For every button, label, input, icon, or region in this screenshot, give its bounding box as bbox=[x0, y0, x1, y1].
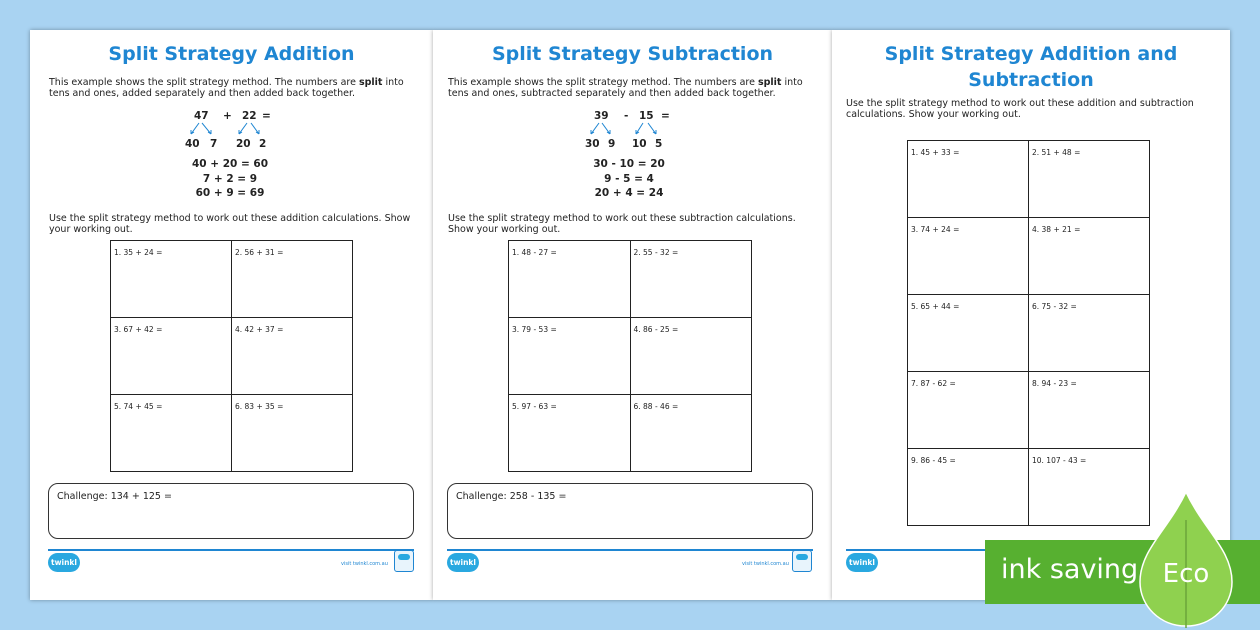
example-number-b: 22 bbox=[242, 110, 257, 122]
question-cell: 4. 42 + 37 = bbox=[232, 318, 353, 395]
instruction-text: Use the split strategy method to work out these addition and subtraction calculations. Show your working out. bbox=[846, 98, 1194, 120]
page-title: Split Strategy Addition bbox=[108, 43, 355, 65]
question-cell: 4. 38 + 21 = bbox=[1029, 218, 1150, 295]
question-cell: 1. 48 - 27 = bbox=[509, 241, 631, 318]
question-cell: 8. 94 - 23 = bbox=[1029, 372, 1150, 449]
split-example bbox=[585, 110, 705, 155]
challenge-box bbox=[447, 483, 813, 539]
question-cell: 5. 74 + 45 = bbox=[111, 395, 232, 472]
step-line: 20 + 4 = 24 bbox=[594, 187, 664, 199]
visit-link: visit twinkl.com.au bbox=[341, 561, 388, 567]
footer-divider bbox=[846, 549, 996, 551]
footer-divider bbox=[48, 549, 414, 551]
challenge-text: Challenge: 258 - 135 = bbox=[456, 491, 567, 502]
instruction-text: Use the split strategy method to work out these addition calculations. Show your working out. bbox=[49, 213, 411, 235]
question-cell: 4. 86 - 25 = bbox=[630, 318, 752, 395]
example-a-ones: 7 bbox=[210, 138, 218, 150]
question-cell: 10. 107 - 43 = bbox=[1029, 449, 1150, 526]
example-b-tens: 20 bbox=[236, 138, 251, 150]
twinkl-logo: twinkl bbox=[447, 553, 479, 572]
example-b-ones: 2 bbox=[259, 138, 267, 150]
example-steps bbox=[130, 157, 330, 201]
eco-leaf-icon bbox=[1138, 490, 1260, 630]
question-cell: 6. 75 - 32 = bbox=[1029, 295, 1150, 372]
intro-suffix: into tens and ones, subtracted separately and then added back together. bbox=[448, 77, 803, 99]
intro-text bbox=[49, 77, 419, 99]
worksheet-addition bbox=[30, 30, 433, 600]
intro-bold: split bbox=[757, 77, 782, 88]
question-cell: 1. 45 + 33 = bbox=[908, 141, 1029, 218]
challenge-box bbox=[48, 483, 414, 539]
visit-link: visit twinkl.com.au bbox=[742, 561, 789, 567]
question-cell: 5. 97 - 63 = bbox=[509, 395, 631, 472]
question-cell: 2. 51 + 48 = bbox=[1029, 141, 1150, 218]
ink-saving-text: ink saving bbox=[1001, 554, 1139, 585]
question-cell: 2. 56 + 31 = bbox=[232, 241, 353, 318]
step-line: 60 + 9 = 69 bbox=[195, 187, 265, 199]
page-title: Split Strategy Subtraction bbox=[491, 43, 774, 65]
step-line: 9 - 5 = 4 bbox=[604, 172, 654, 185]
question-cell: 1. 35 + 24 = bbox=[111, 241, 232, 318]
question-cell: 3. 79 - 53 = bbox=[509, 318, 631, 395]
example-equals: = bbox=[661, 110, 670, 122]
example-number-a: 39 bbox=[594, 110, 609, 122]
step-line: 7 + 2 = 9 bbox=[202, 172, 258, 185]
question-grid bbox=[508, 240, 752, 472]
intro-prefix: This example shows the split strategy method. The numbers are bbox=[448, 77, 758, 88]
curriculum-badge-icon bbox=[792, 550, 812, 572]
question-cell: 2. 55 - 32 = bbox=[630, 241, 752, 318]
question-cell: 6. 83 + 35 = bbox=[232, 395, 353, 472]
example-number-b: 15 bbox=[639, 110, 654, 122]
intro-text bbox=[448, 77, 818, 99]
example-a-ones: 9 bbox=[608, 138, 616, 150]
question-grid bbox=[110, 240, 353, 472]
challenge-text: Challenge: 134 + 125 = bbox=[57, 491, 172, 502]
worksheet-subtraction bbox=[433, 30, 832, 600]
intro-prefix: This example shows the split strategy method. The numbers are bbox=[49, 77, 359, 88]
twinkl-logo: twinkl bbox=[846, 553, 878, 572]
eco-badge-text: Eco bbox=[1162, 559, 1210, 589]
example-number-a: 47 bbox=[194, 110, 209, 122]
example-b-tens: 10 bbox=[632, 138, 647, 150]
question-cell: 3. 74 + 24 = bbox=[908, 218, 1029, 295]
example-operator: + bbox=[223, 110, 232, 122]
question-grid bbox=[907, 140, 1150, 526]
step-line: 40 + 20 = 60 bbox=[191, 158, 269, 170]
curriculum-badge-icon bbox=[394, 550, 414, 572]
title-line-2: Subtraction bbox=[968, 69, 1094, 91]
example-equals: = bbox=[262, 110, 271, 122]
example-a-tens: 30 bbox=[585, 138, 600, 150]
example-steps bbox=[529, 157, 729, 201]
intro-suffix: into tens and ones, added separately and then added back together. bbox=[49, 77, 404, 99]
step-line: 30 - 10 = 20 bbox=[593, 158, 665, 170]
footer-divider bbox=[447, 549, 813, 551]
question-cell: 3. 67 + 42 = bbox=[111, 318, 232, 395]
instruction-text: Use the split strategy method to work out these subtraction calculations. Show your working out. bbox=[448, 213, 796, 235]
title-line-1: Split Strategy Addition and bbox=[884, 43, 1178, 65]
example-a-tens: 40 bbox=[185, 138, 200, 150]
intro-bold: split bbox=[358, 77, 383, 88]
question-cell: 6. 88 - 46 = bbox=[630, 395, 752, 472]
example-b-ones: 5 bbox=[655, 138, 663, 150]
page-title bbox=[832, 41, 1230, 93]
twinkl-logo: twinkl bbox=[48, 553, 80, 572]
split-example bbox=[185, 110, 305, 155]
question-cell: 7. 87 - 62 = bbox=[908, 372, 1029, 449]
question-cell: 5. 65 + 44 = bbox=[908, 295, 1029, 372]
question-cell: 9. 86 - 45 = bbox=[908, 449, 1029, 526]
example-operator: - bbox=[624, 110, 629, 122]
